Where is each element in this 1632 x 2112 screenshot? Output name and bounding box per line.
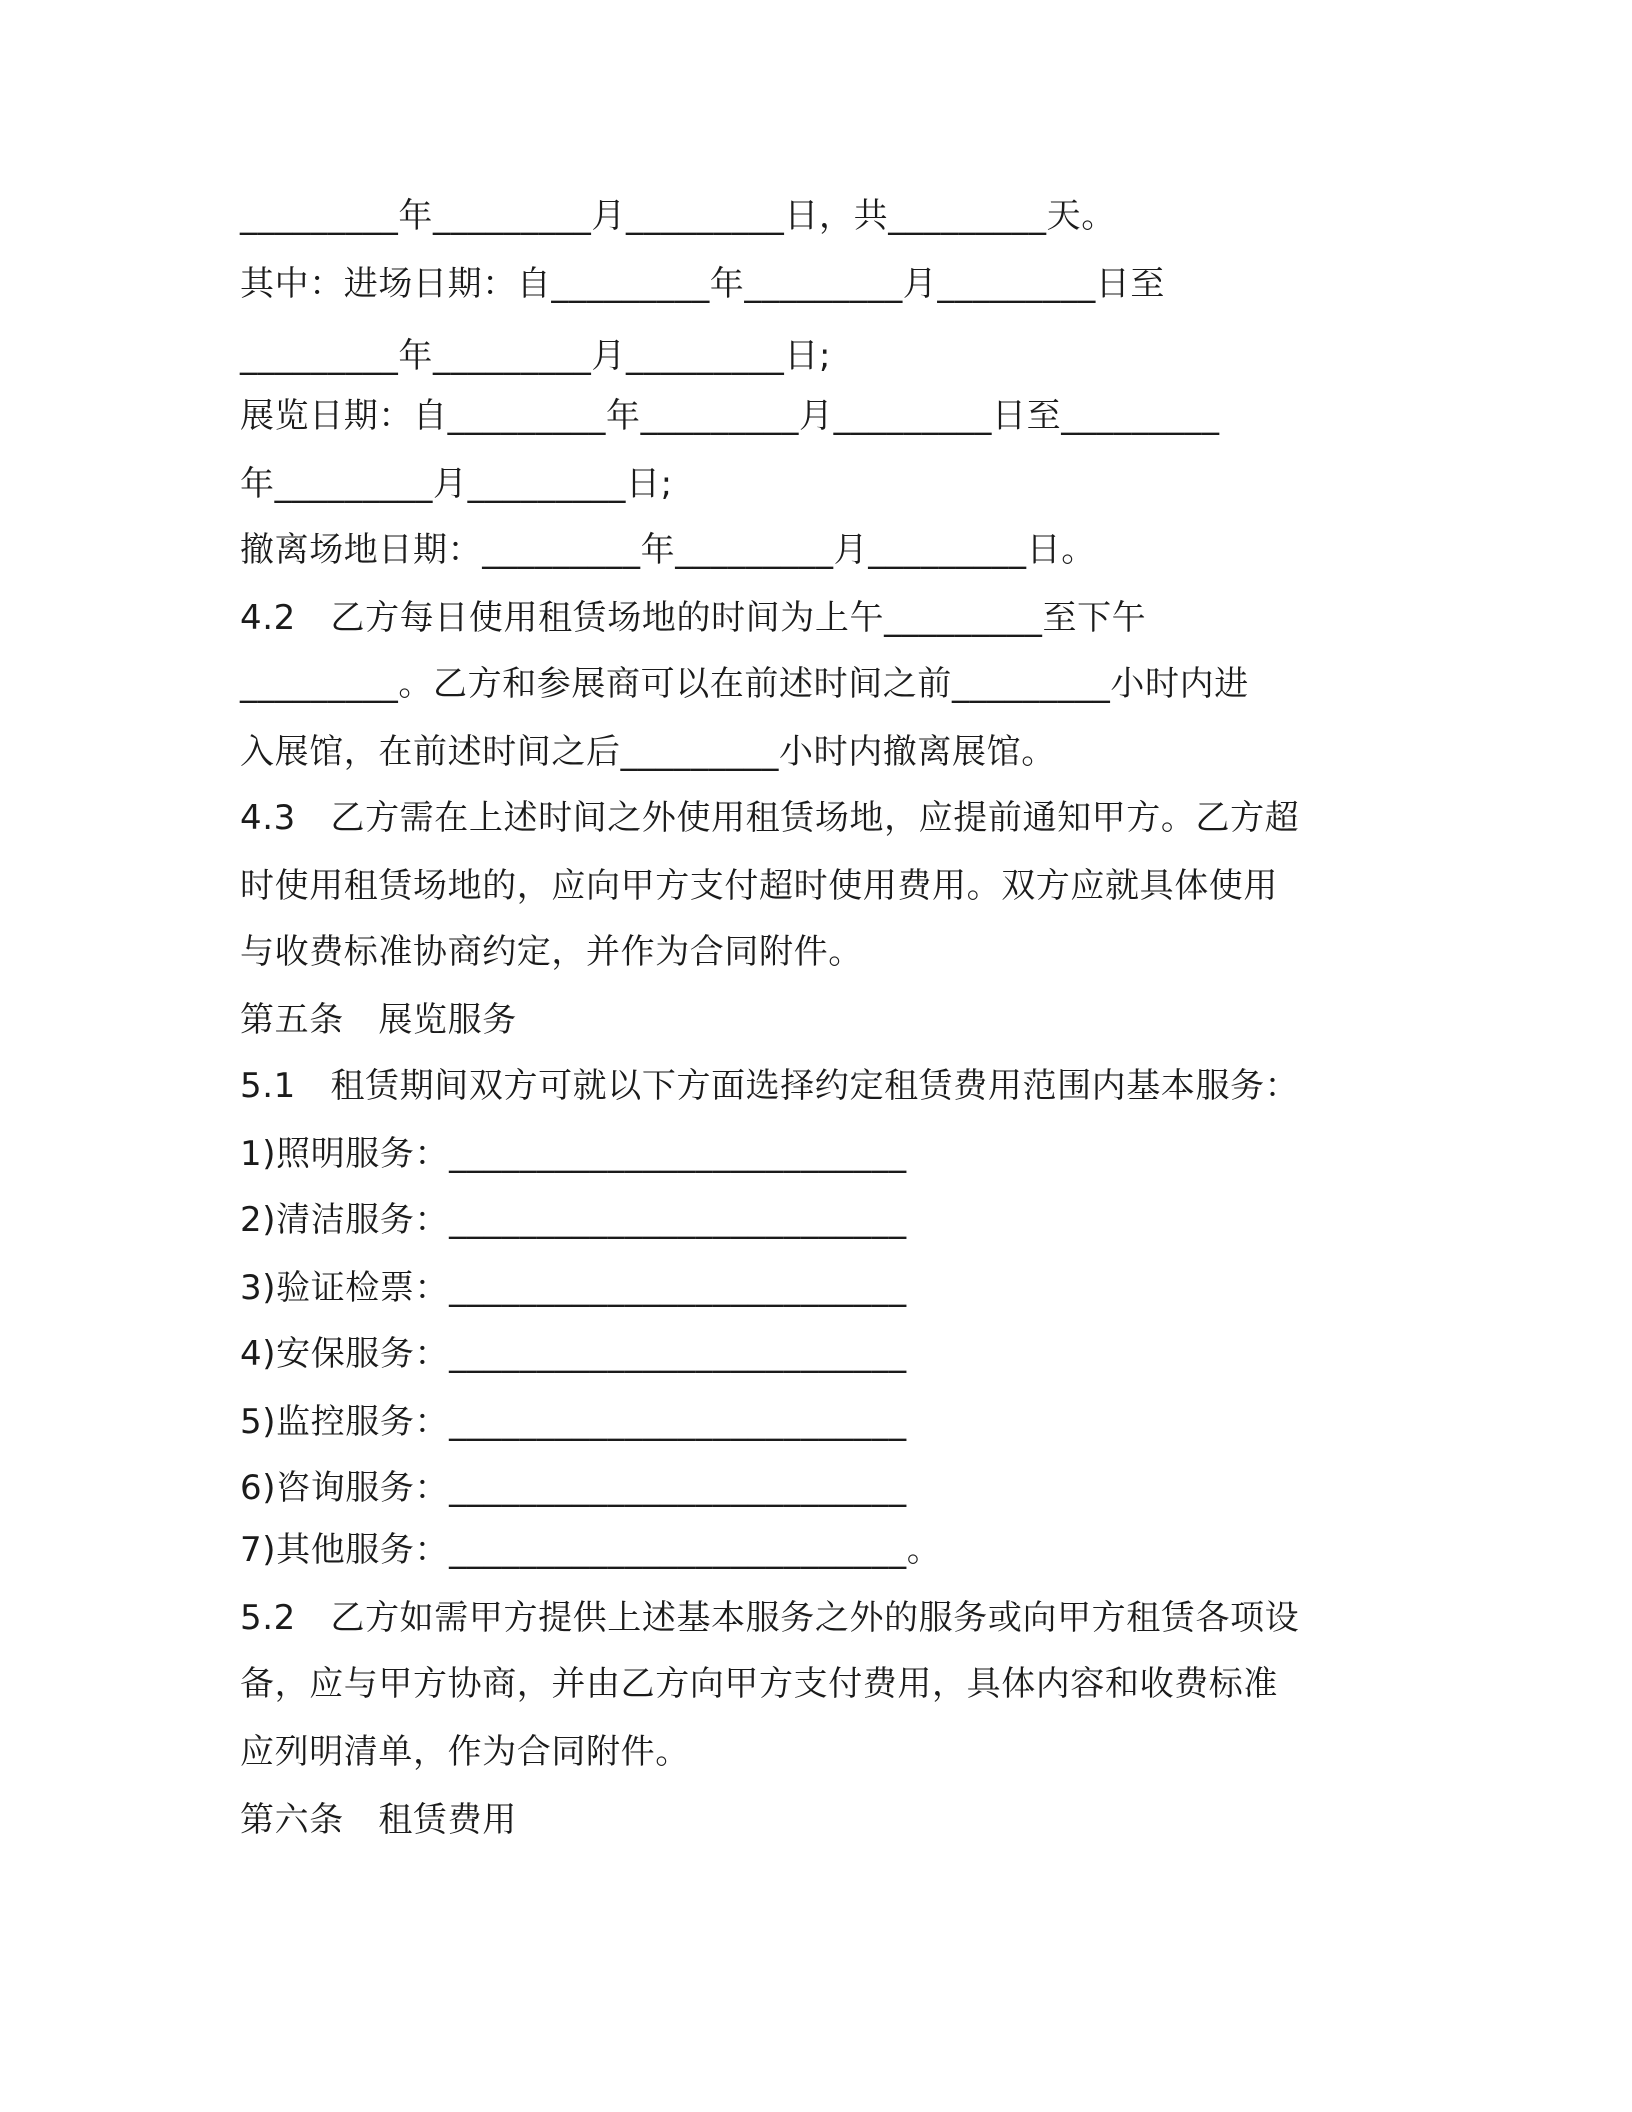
list-item: 3)验证检票：__________________________ [240,1268,907,1308]
list-item: 5)监控服务：__________________________ [240,1402,907,1442]
list-item: 7)其他服务：__________________________。 [240,1530,942,1570]
text-line: _________年_________月_________日，共_________天。 [240,196,1116,236]
list-item: 2)清洁服务：__________________________ [240,1200,907,1240]
section-heading: 第六条 租赁费用 [240,1800,517,1840]
list-item: 6)咨询服务：__________________________ [240,1468,907,1508]
section-heading: 第五条 展览服务 [240,1000,517,1040]
text-line: 5.1 租赁期间双方可就以下方面选择约定租赁费用范围内基本服务： [240,1066,1300,1106]
text-line: 入展馆，在前述时间之后_________小时内撤离展馆。 [240,732,1056,772]
text-line: 与收费标准协商约定，并作为合同附件。 [240,932,863,972]
text-line: 展览日期：自_________年_________月_________日至_________ [240,396,1220,436]
text-line: 撤离场地日期：_________年_________月_________日。 [240,530,1096,570]
text-line: _________。乙方和参展商可以在前述时间之前_________小时内进 [240,664,1249,704]
text-line: 4.3 乙方需在上述时间之外使用租赁场地，应提前通知甲方。乙方超 [240,798,1300,838]
text-line: 备，应与甲方协商，并由乙方向甲方支付费用，具体内容和收费标准 [240,1664,1278,1704]
list-item: 4)安保服务：__________________________ [240,1334,907,1374]
text-line: 应列明清单，作为合同附件。 [240,1732,690,1772]
text-line: 5.2 乙方如需甲方提供上述基本服务之外的服务或向甲方租赁各项设 [240,1598,1300,1638]
text-line: 其中：进场日期：自_________年_________月_________日至 [240,264,1165,304]
list-item: 1)照明服务：__________________________ [240,1134,907,1174]
text-line: 年_________月_________日; [240,464,673,504]
text-line: _________年_________月_________日; [240,336,832,376]
text-line: 时使用租赁场地的，应向甲方支付超时使用费用。双方应就具体使用 [240,866,1278,906]
text-line: 4.2 乙方每日使用租赁场地的时间为上午_________至下午 [240,598,1147,638]
